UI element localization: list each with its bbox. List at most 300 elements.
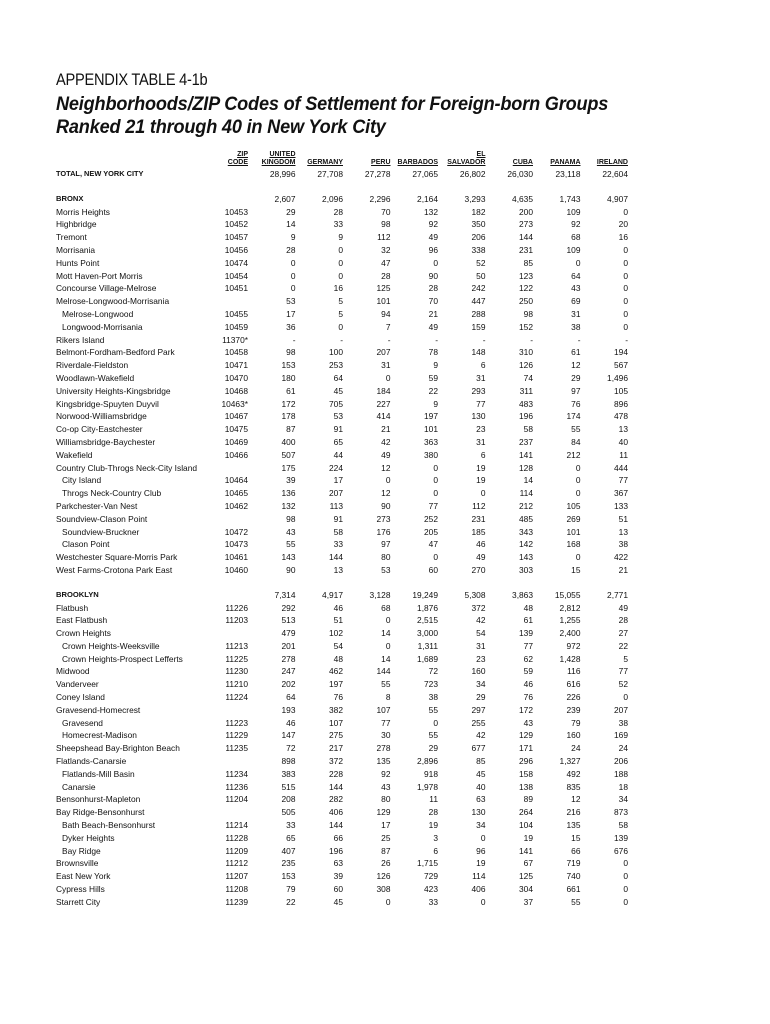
value-cell: 483 — [519, 398, 533, 409]
value-cell: 114 — [519, 488, 533, 499]
zip-cell: 11208 — [225, 884, 248, 895]
value-cell: 47 — [381, 257, 391, 268]
neighborhood-name: Tremont — [56, 232, 87, 243]
value-cell: 37 — [523, 896, 533, 907]
value-cell: 5 — [338, 296, 343, 307]
value-cell: 77 — [618, 666, 628, 677]
neighborhood-name: Cypress Hills — [56, 884, 105, 895]
value-cell: 136 — [281, 488, 296, 499]
value-cell: 109 — [566, 244, 581, 255]
table-row — [56, 474, 628, 487]
value-cell: 126 — [519, 360, 533, 371]
spacer-cell — [56, 577, 628, 589]
table-row — [56, 845, 628, 858]
value-cell: 63 — [333, 858, 343, 869]
neighborhood-name: Gravesend — [62, 717, 103, 728]
zip-cell: 10464 — [224, 475, 248, 486]
value-cell: 66 — [333, 832, 343, 843]
zip-cell — [218, 513, 248, 526]
value-cell: 12 — [381, 462, 391, 473]
value-cell: 22 — [618, 640, 628, 651]
value-cell: 67 — [523, 858, 533, 869]
page-title — [56, 93, 609, 139]
value-cell: 74 — [523, 372, 533, 383]
neighborhood-name: Morris Heights — [56, 206, 110, 217]
zip-cell: 10454 — [224, 270, 248, 281]
value-cell: 87 — [286, 424, 296, 435]
value-cell: 34 — [618, 794, 628, 805]
value-cell: 0 — [433, 257, 438, 268]
neighborhood-name: Highbridge — [56, 219, 97, 230]
value-cell: 60 — [333, 884, 343, 895]
value-cell: - — [625, 334, 628, 345]
value-cell: 33 — [286, 820, 296, 831]
value-cell: 28 — [428, 807, 438, 818]
value-cell: 13 — [333, 564, 343, 575]
value-cell: 122 — [519, 283, 533, 294]
table-row — [56, 462, 628, 475]
value-cell: 72 — [286, 743, 296, 754]
value-cell: 89 — [523, 794, 533, 805]
value-cell: 180 — [281, 372, 296, 383]
value-cell: 85 — [523, 257, 533, 268]
value-cell: 247 — [281, 666, 296, 677]
value-cell: 98 — [286, 347, 296, 358]
value-cell: 130 — [471, 411, 486, 422]
value-cell: 1,496 — [607, 372, 628, 383]
neighborhood-name: Belmont-Fordham-Bedford Park — [56, 347, 175, 358]
borough-row — [56, 193, 628, 206]
neighborhood-name: East Flatbush — [56, 615, 108, 626]
value-cell: 45 — [333, 385, 343, 396]
value-cell: 0 — [623, 257, 628, 268]
value-cell: 26,030 — [507, 169, 533, 179]
value-cell: 144 — [329, 820, 343, 831]
zip-cell: 11235 — [225, 743, 248, 754]
value-cell: 105 — [566, 500, 581, 511]
value-cell: 42 — [476, 730, 486, 741]
value-cell: 2,164 — [417, 193, 438, 204]
value-cell: 28,996 — [269, 169, 296, 179]
value-cell: 0 — [290, 270, 296, 281]
neighborhood-name: Coney Island — [56, 692, 105, 703]
borough-name: BROOKLYN — [56, 589, 99, 599]
value-cell: 0 — [385, 615, 391, 626]
value-cell: 53 — [381, 564, 391, 575]
value-cell: 141 — [519, 845, 533, 856]
value-cell: 29 — [286, 206, 296, 217]
neighborhood-name: Bay Ridge-Bensonhurst — [56, 807, 145, 818]
value-cell: 15 — [571, 564, 581, 575]
value-cell: 1,743 — [559, 193, 581, 204]
value-cell: 253 — [329, 360, 343, 371]
value-cell: 28 — [333, 206, 343, 217]
value-cell: 87 — [381, 845, 391, 856]
value-cell: 1,876 — [417, 602, 438, 613]
value-cell: 126 — [376, 871, 391, 882]
value-cell: 143 — [519, 552, 533, 563]
value-cell: 27,065 — [412, 169, 438, 179]
value-cell: 34 — [476, 820, 486, 831]
value-cell: 740 — [566, 871, 581, 882]
value-cell: 58 — [618, 820, 628, 831]
total-label: TOTAL, NEW YORK CITY — [56, 169, 144, 178]
value-cell: 193 — [281, 704, 296, 715]
value-cell: 101 — [566, 526, 581, 537]
value-cell: 185 — [471, 526, 486, 537]
zip-cell: 10472 — [224, 526, 248, 537]
neighborhood-name: Brownsville — [56, 858, 99, 869]
table-row — [56, 538, 628, 551]
value-cell: 19 — [476, 475, 486, 486]
value-cell: 79 — [571, 717, 581, 728]
value-cell: 28 — [286, 244, 296, 255]
value-cell: 90 — [286, 564, 296, 575]
neighborhood-name: Hunts Point — [56, 257, 100, 268]
table-row — [56, 627, 628, 640]
value-cell: 55 — [571, 896, 581, 907]
table-row — [56, 640, 628, 653]
value-cell: 264 — [519, 807, 533, 818]
value-cell: 0 — [433, 462, 438, 473]
table-row — [56, 423, 628, 436]
value-cell: 515 — [281, 781, 296, 792]
value-cell: 13 — [618, 424, 628, 435]
neighborhood-name: Riverdale-Fieldston — [56, 360, 129, 371]
value-cell: 66 — [571, 845, 581, 856]
value-cell: 31 — [476, 640, 486, 651]
value-cell: 102 — [329, 628, 343, 639]
value-cell: 237 — [519, 436, 533, 447]
value-cell: 129 — [519, 730, 533, 741]
value-cell: 200 — [519, 206, 533, 217]
value-cell: 4,917 — [322, 589, 343, 600]
zip-cell — [218, 193, 248, 206]
value-cell: 174 — [566, 411, 581, 422]
zip-cell: 10451 — [224, 283, 248, 294]
value-cell: 0 — [575, 462, 581, 473]
zip-cell: 11226 — [225, 602, 248, 613]
value-cell: 15,055 — [554, 589, 581, 600]
table-row — [56, 231, 628, 244]
value-cell: 228 — [329, 768, 343, 779]
header-row — [56, 151, 628, 168]
value-cell: 23 — [476, 424, 486, 435]
neighborhood-name: Longwood-Morrisania — [62, 321, 143, 332]
value-cell: 172 — [281, 398, 296, 409]
zip-cell — [218, 295, 248, 308]
value-cell: 5 — [623, 653, 628, 664]
value-cell: 0 — [338, 321, 343, 332]
value-cell: 142 — [519, 539, 533, 550]
zip-cell: 11370* — [222, 334, 248, 345]
value-cell: 31 — [381, 360, 391, 371]
value-cell: - — [482, 334, 486, 345]
value-cell: 224 — [329, 462, 343, 473]
value-cell: 363 — [424, 436, 438, 447]
value-cell: 29 — [571, 372, 581, 383]
value-cell: 68 — [381, 602, 391, 613]
value-cell: 158 — [519, 768, 533, 779]
header-es-line1: EL — [476, 151, 486, 158]
value-cell: 0 — [338, 270, 343, 281]
value-cell: - — [530, 334, 533, 345]
value-cell: 18 — [618, 781, 628, 792]
table-row — [56, 614, 628, 627]
value-cell: 109 — [566, 206, 581, 217]
value-cell: 729 — [424, 871, 438, 882]
value-cell: 1,311 — [417, 640, 438, 651]
zip-cell: 10456 — [224, 244, 248, 255]
zip-cell: 11236 — [225, 781, 248, 792]
value-cell: 1,689 — [417, 653, 438, 664]
total-row — [56, 168, 628, 181]
value-cell: 54 — [476, 628, 486, 639]
value-cell: 231 — [519, 244, 533, 255]
value-cell: 61 — [286, 385, 296, 396]
table-row — [56, 665, 628, 678]
table-row — [56, 513, 628, 526]
value-cell: 3,293 — [464, 193, 486, 204]
table-row — [56, 449, 628, 462]
value-cell: 77 — [618, 475, 628, 486]
neighborhood-name: Flatlands-Canarsie — [56, 756, 127, 767]
value-cell: 85 — [476, 756, 486, 767]
value-cell: 26 — [381, 858, 391, 869]
table-row — [56, 883, 628, 896]
value-cell: 84 — [571, 436, 581, 447]
zip-cell: 10463* — [221, 398, 248, 409]
value-cell: 0 — [338, 244, 343, 255]
value-cell: 0 — [623, 871, 628, 882]
value-cell: 3,000 — [417, 628, 438, 639]
value-cell: 422 — [614, 552, 628, 563]
value-cell: 138 — [519, 781, 533, 792]
table-row — [56, 564, 628, 577]
zip-cell: 10465 — [224, 488, 248, 499]
zip-cell: 11234 — [225, 768, 248, 779]
value-cell: 92 — [571, 219, 581, 230]
table-row — [56, 768, 628, 781]
value-cell: 212 — [566, 449, 581, 460]
neighborhood-name: Clason Point — [62, 539, 110, 550]
zip-cell: 10458 — [224, 347, 248, 358]
value-cell: 98 — [381, 219, 391, 230]
value-cell: 206 — [471, 232, 486, 243]
value-cell: 130 — [471, 807, 486, 818]
value-cell: 2,296 — [369, 193, 391, 204]
value-cell: 65 — [333, 436, 343, 447]
value-cell: 105 — [614, 385, 628, 396]
table-row — [56, 526, 628, 539]
value-cell: 153 — [281, 871, 296, 882]
neighborhood-name: Mott Haven-Port Morris — [56, 270, 143, 281]
value-cell: 114 — [472, 871, 486, 882]
table-row — [56, 806, 628, 819]
value-cell: 723 — [424, 679, 438, 690]
zip-cell: 10462 — [224, 500, 248, 511]
table-row — [56, 372, 628, 385]
zip-cell: 10466 — [224, 449, 248, 460]
value-cell: 11 — [619, 449, 628, 460]
value-cell: 22,604 — [602, 169, 628, 179]
value-cell: 13 — [618, 526, 628, 537]
value-cell: 23,118 — [555, 169, 581, 179]
value-cell: 14 — [381, 653, 391, 664]
zip-cell — [218, 627, 248, 640]
value-cell: 90 — [381, 500, 391, 511]
table-row — [56, 704, 628, 717]
value-cell: 76 — [523, 692, 533, 703]
zip-cell: 10475 — [224, 424, 248, 435]
value-cell: 21 — [381, 424, 391, 435]
neighborhood-name: Crown Heights — [56, 628, 111, 639]
value-cell: 59 — [428, 372, 438, 383]
value-cell: 139 — [614, 832, 628, 843]
zip-cell — [218, 589, 248, 602]
value-cell: 144 — [519, 232, 533, 243]
value-cell: 47 — [428, 539, 438, 550]
value-cell: 0 — [290, 257, 296, 268]
value-cell: 406 — [329, 807, 343, 818]
value-cell: 129 — [376, 807, 391, 818]
value-cell: 22 — [428, 385, 438, 396]
value-cell: 202 — [281, 679, 296, 690]
value-cell: 98 — [286, 513, 296, 524]
value-cell: 270 — [471, 564, 486, 575]
value-cell: 372 — [329, 756, 343, 767]
value-cell: 9 — [433, 360, 438, 371]
zip-cell — [218, 755, 248, 768]
value-cell: 19 — [428, 820, 438, 831]
value-cell: 61 — [571, 347, 581, 358]
value-cell: 96 — [428, 244, 438, 255]
value-cell: 175 — [281, 462, 296, 473]
value-cell: 0 — [623, 308, 628, 319]
value-cell: 184 — [376, 385, 391, 396]
value-cell: 19 — [476, 462, 486, 473]
value-cell: 38 — [428, 692, 438, 703]
value-cell: 2,607 — [274, 193, 296, 204]
value-cell: 19,249 — [412, 589, 438, 600]
value-cell: 1,428 — [559, 653, 581, 664]
value-cell: 0 — [433, 488, 438, 499]
value-cell: 2,812 — [559, 602, 581, 613]
value-cell: 5 — [338, 308, 343, 319]
value-cell: 273 — [519, 219, 533, 230]
value-cell: 269 — [566, 513, 581, 524]
zip-cell: 10459 — [224, 321, 248, 332]
value-cell: 0 — [575, 488, 581, 499]
value-cell: 0 — [623, 283, 628, 294]
value-cell: 112 — [377, 232, 391, 243]
value-cell: 76 — [333, 692, 343, 703]
table-row — [56, 781, 628, 794]
zip-cell: 11203 — [225, 615, 248, 626]
value-cell: 0 — [623, 270, 628, 281]
value-cell: 24 — [618, 743, 628, 754]
value-cell: 55 — [571, 424, 581, 435]
value-cell: 125 — [376, 283, 391, 294]
neighborhood-name: Crown Heights-Prospect Lefferts — [62, 653, 183, 664]
table-row — [56, 359, 628, 372]
spacer-row — [56, 181, 628, 193]
value-cell: 6 — [480, 360, 486, 371]
table-row — [56, 691, 628, 704]
table-row — [56, 857, 628, 870]
value-cell: 0 — [575, 257, 581, 268]
value-cell: 28 — [428, 283, 438, 294]
value-cell: 17 — [286, 308, 296, 319]
value-cell: 28 — [618, 615, 628, 626]
value-cell: 255 — [471, 717, 486, 728]
value-cell: 9 — [433, 398, 438, 409]
value-cell: 128 — [519, 462, 533, 473]
value-cell: 0 — [480, 488, 486, 499]
value-cell: 50 — [476, 270, 486, 281]
table-row — [56, 793, 628, 806]
neighborhood-name: City Island — [62, 475, 102, 486]
value-cell: 479 — [281, 628, 296, 639]
value-cell: 79 — [286, 884, 296, 895]
neighborhood-name: Throgs Neck-Country Club — [62, 488, 162, 499]
value-cell: 188 — [614, 768, 628, 779]
value-cell: 293 — [471, 385, 486, 396]
zip-cell: 11212 — [225, 858, 248, 869]
neighborhood-name: Melrose-Longwood — [62, 308, 134, 319]
zip-cell: 11239 — [225, 896, 248, 907]
value-cell: 52 — [476, 257, 486, 268]
value-cell: 918 — [424, 768, 438, 779]
zip-cell — [218, 168, 248, 181]
value-cell: 308 — [376, 884, 391, 895]
zip-cell: 11204 — [225, 794, 248, 805]
value-cell: 0 — [575, 475, 581, 486]
value-cell: 414 — [376, 411, 391, 422]
value-cell: 194 — [614, 347, 628, 358]
table-row — [56, 321, 628, 334]
value-cell: 91 — [333, 424, 343, 435]
value-cell: 38 — [618, 539, 628, 550]
value-cell: 77 — [523, 640, 533, 651]
table-row — [56, 742, 628, 755]
value-cell: 40 — [618, 436, 628, 447]
table-row — [56, 653, 628, 666]
value-cell: 49 — [428, 232, 438, 243]
zip-cell: 11209 — [225, 845, 248, 856]
value-cell: 485 — [519, 513, 533, 524]
value-cell: 507 — [281, 449, 296, 460]
neighborhood-name: Flatbush — [56, 602, 89, 613]
zip-cell: 10470 — [224, 372, 248, 383]
table-row — [56, 346, 628, 359]
zip-cell: 10473 — [224, 539, 248, 550]
title-line-1: Neighborhoods/ZIP Codes of Settlement for Foreign-born Groups — [56, 93, 609, 115]
value-cell: 135 — [566, 820, 581, 831]
zip-cell: 10457 — [224, 232, 248, 243]
table-row — [56, 295, 628, 308]
value-cell: 0 — [385, 372, 391, 383]
value-cell: 39 — [286, 475, 296, 486]
value-cell: 226 — [566, 692, 581, 703]
value-cell: 252 — [424, 513, 438, 524]
value-cell: 310 — [519, 347, 533, 358]
value-cell: 69 — [571, 296, 581, 307]
value-cell: 5,308 — [464, 589, 486, 600]
neighborhood-name: Kingsbridge-Spuyten Duyvil — [56, 398, 159, 409]
value-cell: 0 — [575, 552, 581, 563]
neighborhood-name: Soundview-Clason Point — [56, 513, 148, 524]
